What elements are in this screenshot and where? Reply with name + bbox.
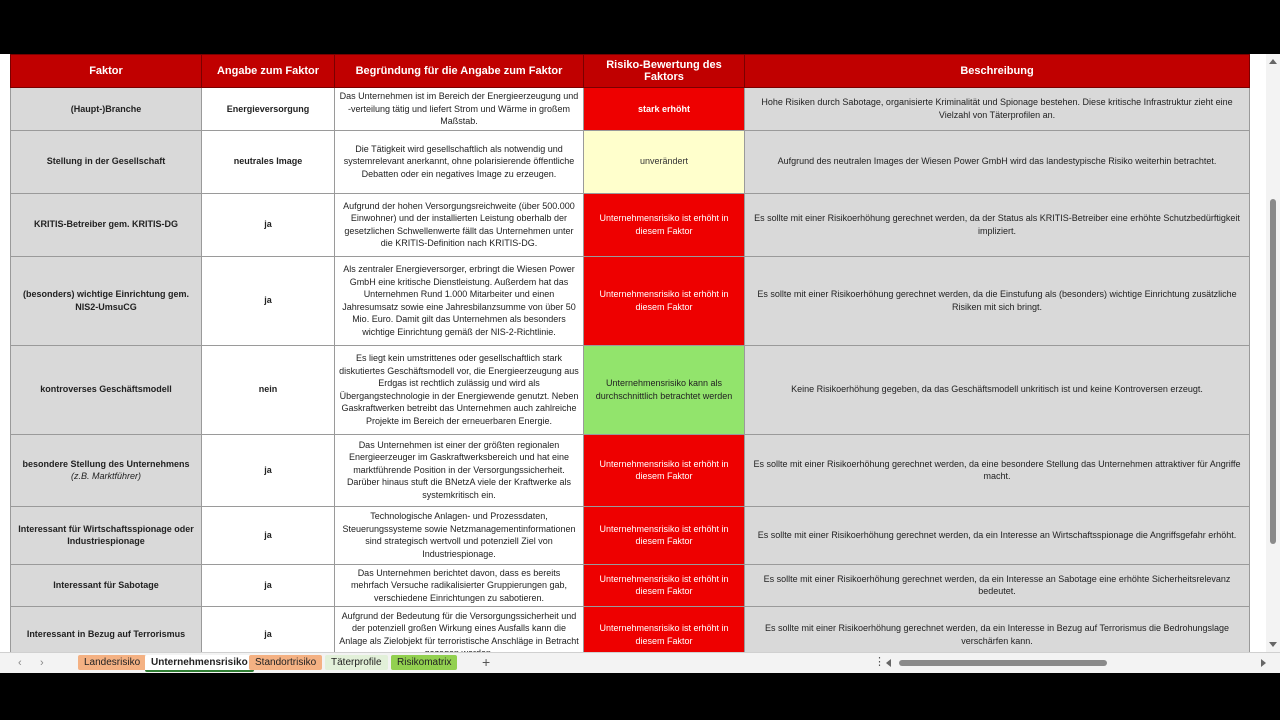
cell-beschreibung[interactable]: Es sollte mit einer Risikoerhöhung gerechnet werden, da ein Interesse an Sabotage eine erhöhte Sicherheitsrelevanz bedeutet.: [745, 564, 1250, 607]
cell-angabe[interactable]: ja: [202, 434, 335, 506]
cell-beschreibung[interactable]: Hohe Risiken durch Sabotage, organisierte Kriminalität und Spionage bestehen. Diese kritische Infrastruktur zieht eine Vielzahl von Täterprofilen an.: [745, 88, 1250, 131]
cell-faktor[interactable]: Interessant für Sabotage: [11, 564, 202, 607]
cell-begruendung[interactable]: Aufgrund der Bedeutung für die Versorgungssicherheit und der potenziell großen Wirkung eines Ausfalls kann die Anlage als Zielobjekt für terroristische Anschläge in Betracht: [335, 607, 584, 663]
more-vertical-icon[interactable]: ⋮: [874, 656, 885, 668]
cell-angabe[interactable]: Energieversorgung: [202, 88, 335, 131]
scroll-up-icon[interactable]: [1269, 59, 1277, 64]
cell-faktor[interactable]: (Haupt-)Branche: [11, 88, 202, 131]
table-row: [11, 564, 1250, 607]
cell-begruendung[interactable]: Aufgrund der hohen Versorgungsreichweite (über 500.000 Einwohner) und der installierten Leistung oberhalb der gesetzlichen Schwellenwerte fällt das Unternehmen unter die KRITIS-Definition nach KRITIS-DG.: [335, 193, 584, 256]
cell-angabe[interactable]: ja: [202, 256, 335, 345]
sheet-tab-bar: [0, 652, 1280, 673]
header-beschreibung[interactable]: Beschreibung: [745, 55, 1250, 88]
spreadsheet-area[interactable]: [0, 54, 1280, 652]
cell-begruendung[interactable]: Es liegt kein umstrittenes oder gesellschaftlich stark diskutiertes Geschäftsmodell vor, die Energieerzeugung aus Erdgas ist rechtlich zulässig und wird als Übergangstechnologie in der Energiewende genutzt. Neben Gaskraftwerken betreibt das Unternehmen auch zahlreiche Projekte im Bereich der erneuerbaren Energie.: [335, 345, 584, 434]
cell-faktor[interactable]: [11, 434, 202, 506]
plus-icon[interactable]: +: [482, 654, 491, 670]
header-row: [11, 55, 1250, 88]
tab-taeterprofile[interactable]: Täterprofile: [325, 655, 388, 670]
chevron-left-icon[interactable]: ‹: [18, 657, 22, 669]
header-begruendung[interactable]: Begründung für die Angabe zum Faktor: [335, 55, 584, 88]
horizontal-scroll-thumb[interactable]: [899, 660, 1107, 666]
header-faktor[interactable]: Faktor: [11, 55, 202, 88]
cell-beschreibung[interactable]: Es sollte mit einer Risikoerhöhung gerechnet werden, da ein Interesse an Wirtschaftsspionage die Angriffsgefahr erhöht.: [745, 506, 1250, 564]
cell-faktor[interactable]: Interessant für Wirtschaftsspionage oder Industriespionage: [11, 506, 202, 564]
cell-risiko[interactable]: Unternehmensrisiko ist erhöht in diesem Faktor: [584, 256, 745, 345]
risk-table: [10, 54, 1250, 663]
table-row: [11, 130, 1250, 193]
cell-faktor[interactable]: kontroverses Geschäftsmodell: [11, 345, 202, 434]
cell-risiko[interactable]: Unternehmensrisiko ist erhöht in diesem Faktor: [584, 607, 745, 663]
horizontal-scrollbar[interactable]: [886, 658, 1266, 668]
tab-landesrisiko[interactable]: Landesrisiko: [78, 655, 146, 670]
table-row: [11, 256, 1250, 345]
tab-unternehmensrisiko[interactable]: Unternehmensrisiko: [145, 655, 254, 672]
table-row: [11, 193, 1250, 256]
cell-beschreibung[interactable]: Es sollte mit einer Risikoerhöhung gerechnet werden, da eine besondere Stellung das Unternehmen attraktiver für Angriffe macht.: [745, 434, 1250, 506]
table-row: [11, 88, 1250, 131]
cell-risiko[interactable]: Unternehmensrisiko ist erhöht in diesem Faktor: [584, 193, 745, 256]
cell-faktor-text: besondere Stellung des Unternehmens: [22, 458, 190, 469]
vertical-scroll-thumb[interactable]: [1270, 199, 1276, 544]
header-angabe[interactable]: Angabe zum Faktor: [202, 55, 335, 88]
table-row: [11, 345, 1250, 434]
cell-faktor[interactable]: (besonders) wichtige Einrichtung gem. NIS2-UmsuCG: [11, 256, 202, 345]
cell-angabe[interactable]: ja: [202, 564, 335, 607]
scroll-right-icon[interactable]: [1261, 659, 1266, 667]
cell-risiko[interactable]: Unternehmensrisiko ist erhöht in diesem Faktor: [584, 506, 745, 564]
cell-begruendung[interactable]: Technologische Anlagen- und Prozessdaten, Steuerungssysteme sowie Netzmanagementinformationen sind strategisch wertvoll und potenziell Ziel von Industriespionage.: [335, 506, 584, 564]
cell-angabe[interactable]: ja: [202, 506, 335, 564]
cell-beschreibung[interactable]: Es sollte mit einer Risikoerhöhung gerechnet werden, da der Status als KRITIS-Betreiber eine erhöhte Schutzbedürftigkeit impliziert.: [745, 193, 1250, 256]
cell-beschreibung[interactable]: Es sollte mit einer Risikoerhöhung gerechnet werden, da ein Interesse in Bezug auf Terrorismus die Bedrohungslage verschärfen kann.: [745, 607, 1250, 663]
cell-begruendung[interactable]: Als zentraler Energieversorger, erbringt die Wiesen Power GmbH eine kritische Dienstleistung. Außerdem hat das Unternehmen Rund 1.000 Mitarbeiter und einen Jahresumsatz sowie eine Jahresbilanzsumme von über 50 Mio. Euro. Damit gilt das Unternehmen als besonders wichtige Einrichtung gemäß der NIS-2-Richtlinie.: [335, 256, 584, 345]
cell-risiko[interactable]: Unternehmensrisiko ist erhöht in diesem Faktor: [584, 434, 745, 506]
cell-risiko[interactable]: Unternehmensrisiko kann als durchschnittlich betrachtet werden: [584, 345, 745, 434]
scroll-left-icon[interactable]: [886, 659, 891, 667]
scroll-down-icon[interactable]: [1269, 642, 1277, 647]
cell-angabe[interactable]: neutrales Image: [202, 130, 335, 193]
vertical-scrollbar[interactable]: [1266, 54, 1280, 652]
cell-faktor[interactable]: KRITIS-Betreiber gem. KRITIS-DG: [11, 193, 202, 256]
cell-angabe[interactable]: ja: [202, 607, 335, 663]
cell-beschreibung[interactable]: Es sollte mit einer Risikoerhöhung gerechnet werden, da die Einstufung als (besonders) wichtige Einrichtung zusätzliche Risiken mit sich bringt.: [745, 256, 1250, 345]
table-row: [11, 434, 1250, 506]
cell-faktor-note: (z.B. Marktführer): [70, 471, 141, 481]
cell-risiko[interactable]: stark erhöht: [584, 88, 745, 131]
cell-risiko[interactable]: Unternehmensrisiko ist erhöht in diesem Faktor: [584, 564, 745, 607]
tab-risikomatrix[interactable]: Risikomatrix: [391, 655, 457, 670]
tab-standortrisiko[interactable]: Standortrisiko: [249, 655, 322, 670]
cell-angabe[interactable]: ja: [202, 193, 335, 256]
cell-faktor[interactable]: Stellung in der Gesellschaft: [11, 130, 202, 193]
cell-begruendung[interactable]: Die Tätigkeit wird gesellschaftlich als notwendig und systemrelevant anerkannt, ohne polarisierende öffentliche Debatten oder ein negatives Image zu erzeugen.: [335, 130, 584, 193]
header-risiko[interactable]: Risiko-Bewertung des Faktors: [584, 55, 745, 88]
cell-faktor[interactable]: Interessant in Bezug auf Terrorismus: [11, 607, 202, 663]
cell-beschreibung[interactable]: Keine Risikoerhöhung gegeben, da das Geschäftsmodell unkritisch ist und keine Kontroversen erzeugt.: [745, 345, 1250, 434]
table-row: [11, 506, 1250, 564]
cell-begruendung[interactable]: Das Unternehmen ist im Bereich der Energieerzeugung und -verteilung tätig und liefert Strom und Wärme in großem Maßstab.: [335, 88, 584, 131]
cell-risiko[interactable]: unverändert: [584, 130, 745, 193]
cell-begruendung[interactable]: Das Unternehmen ist einer der größten regionalen Energieerzeuger im Gaskraftwerksbereich und hat eine marktführende Position in der Versorgungssicherheit. Darüber hinaus stuft die BNetzA viele der Kraftwerke als systemkritisch ein.: [335, 434, 584, 506]
cell-begruendung[interactable]: Das Unternehmen berichtet davon, dass es bereits mehrfach Versuche radikalisierter Gruppierungen gab, verschiedene Einrichtungen zu sabotieren.: [335, 564, 584, 607]
cell-angabe[interactable]: nein: [202, 345, 335, 434]
cell-beschreibung[interactable]: Aufgrund des neutralen Images der Wiesen Power GmbH wird das landestypische Risiko weiterhin betrachtet.: [745, 130, 1250, 193]
chevron-right-icon[interactable]: ›: [40, 657, 44, 669]
